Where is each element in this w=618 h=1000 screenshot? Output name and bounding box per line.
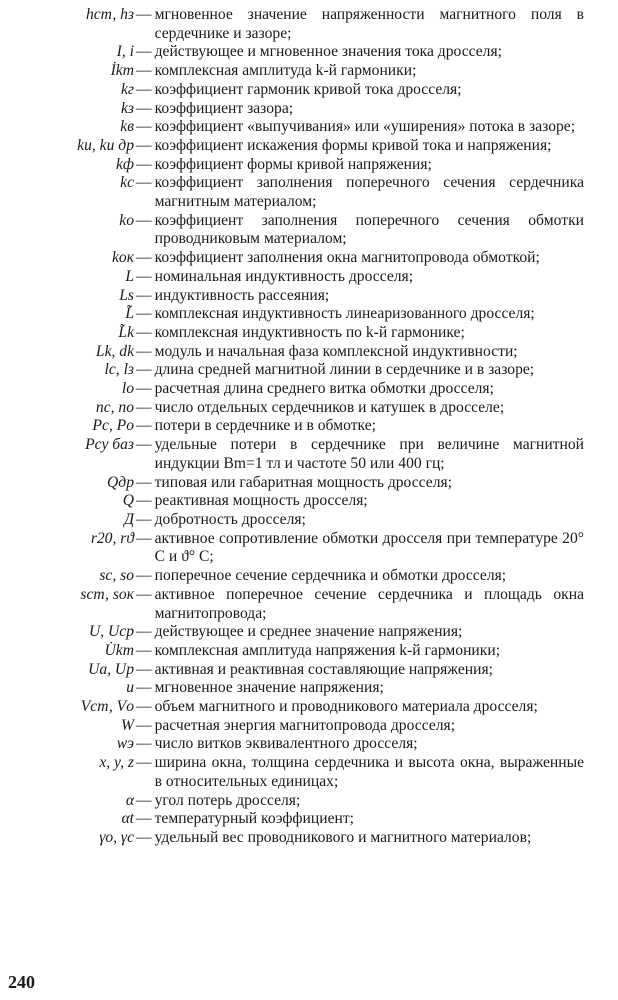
list-item: kо — коэффициент заполнения поперечного сечения обмотки проводниковым материалом; [0,212,618,249]
entry-text: номинальная индуктивность дросселя; [154,267,414,285]
entry-symbol: kв [120,118,134,136]
list-item: hст, hз — мгновенное значение напряженности магнитного поля в сердечнике и зазоре; [0,6,618,43]
entry-symbol: Q [122,492,134,510]
entry-text: ширина окна, толщина сердечника и высота окна, выраженные в относительных единицах; [154,754,584,790]
list-item: L — номинальная индуктивность дросселя; [0,268,618,287]
entry-text: длина средней магнитной линии в сердечнике и в зазоре; [154,361,535,379]
list-item: Lk, dk — модуль и начальная фаза комплексной индуктивности; [0,343,618,362]
entry-text: коэффициент искажения формы кривой тока и напряжения; [154,136,552,154]
symbol-list [0,6,618,848]
list-item: γо, γс — удельный вес проводникового и магнитного материалов; [0,829,618,848]
entry-symbol: kи, kи др [77,136,134,154]
entry-text: типовая или габаритная мощность дросселя; [154,473,452,491]
entry-symbol: Qдр [107,473,134,491]
list-item: Д — добротность дросселя; [0,511,618,530]
entry-symbol: hст, hз [85,6,134,23]
list-item: U, Uср — действующее и среднее значение напряжения; [0,623,618,642]
entry-symbol: r20, rϑ [90,529,134,547]
entry-symbol: kг [120,80,134,98]
list-item: lс, lз — длина средней магнитной линии в сердечнике и в зазоре; [0,361,618,380]
list-item: kи, kи др — коэффициент искажения формы кривой тока и напряжения; [0,137,618,156]
list-item: Pс, Pо — потери в сердечнике и в обмотке; [0,417,618,436]
entry-symbol: İkm [110,62,134,80]
entry-text: коэффициент зазора; [154,99,294,117]
list-item: I, i — действующее и мгновенное значения тока дросселя; [0,43,618,62]
entry-text: коэффициент заполнения поперечного сечения обмотки проводниковым материалом; [154,211,584,248]
entry-symbol: x, y, z [99,754,134,772]
list-item: kс — коэффициент заполнения поперечного сечения сердечника магнитным материалом; [0,174,618,211]
entry-text: комплексная индуктивность по k-й гармонике; [154,323,465,341]
entry-text: коэффициент гармоник кривой тока дросселя; [154,80,462,98]
entry-symbol: sс, sо [99,567,134,585]
entry-text: действующее и среднее значение напряжения; [154,623,463,641]
list-item: Pсу баз — удельные потери в сердечнике при величине магнитной индукции Bm=1 тл и частоте 50 или 400 гц; [0,436,618,473]
entry-symbol: L [125,267,134,285]
list-item: nс, nо — число отдельных сердечников и катушек в дросселе; [0,399,618,418]
entry-symbol: L̃ [125,305,134,323]
entry-text: коэффициент заполнения поперечного сечения сердечника магнитным материалом; [154,174,584,211]
entry-symbol: Lk, dk [95,342,134,360]
entry-text: комплексная индуктивность линеаризованного дросселя; [154,305,535,323]
entry-text: активное поперечное сечение сердечника и площадь окна магнитопровода; [154,585,584,622]
list-item: kф — коэффициент формы кривой напряжения; [0,156,618,175]
list-item: wэ — число витков эквивалентного дросселя; [0,735,618,754]
entry-text: реактивная мощность дросселя; [154,492,368,510]
page-number: 240 [8,972,35,992]
list-item: W — расчетная энергия магнитопровода дросселя; [0,717,618,736]
entry-text: мгновенное значение напряжения; [154,679,384,697]
entry-text: комплексная амплитуда k-й гармоники; [154,62,417,80]
list-item: sс, sо — поперечное сечение сердечника и обмотки дросселя; [0,567,618,586]
entry-text: потери в сердечнике и в обмотке; [154,417,376,435]
list-item: α — угол потерь дросселя; [0,792,618,811]
entry-text: число отдельных сердечников и катушек в дросселе; [154,398,505,416]
list-item: kок — коэффициент заполнения окна магнитопровода обмоткой; [0,249,618,268]
entry-text: удельные потери в сердечнике при величине магнитной индукции Bm=1 тл и частоте 50 или 400 гц; [154,436,584,472]
list-item: Vст, Vо — объем магнитного и проводникового материала дросселя; [0,698,618,717]
entry-text: объем магнитного и проводникового материала дросселя; [154,698,538,716]
list-item: Uа, Uр — активная и реактивная составляющие напряжения; [0,661,618,680]
entry-symbol: kз [120,99,134,117]
entry-symbol: αt [121,810,134,828]
entry-text: действующее и мгновенное значения тока дросселя; [154,43,502,61]
entry-symbol: Pсу баз [85,436,134,454]
entry-symbol: U̇km [104,641,134,659]
entry-text: индуктивность рассеяния; [154,286,330,304]
list-item: u — мгновенное значение напряжения; [0,679,618,698]
entry-text: угол потерь дросселя; [154,791,301,809]
list-item: kз — коэффициент зазора; [0,100,618,119]
entry-text: коэффициент формы кривой напряжения; [154,155,432,173]
list-item: x, y, z — ширина окна, толщина сердечника и высота окна, выраженные в относительных единицах; [0,754,618,791]
entry-symbol: nс, nо [95,398,134,416]
entry-symbol: Ls [119,286,134,304]
entry-symbol: Vст, Vо [80,698,134,716]
list-item: Qдр — типовая или габаритная мощность дросселя; [0,474,618,493]
entry-text: удельный вес проводникового и магнитного материалов; [154,828,532,846]
entry-text: добротность дросселя; [154,510,306,528]
entry-text: активная и реактивная составляющие напряжения; [154,660,493,678]
entry-symbol: kф [116,155,134,173]
entry-text: мгновенное значение напряженности магнитного поля в сердечнике и зазоре; [154,6,584,42]
entry-symbol: sст, sок [80,585,134,603]
entry-text: число витков эквивалентного дросселя; [154,735,418,753]
entry-symbol: kок [111,249,134,267]
entry-symbol: U, Uср [88,623,134,641]
entry-symbol: Д [124,510,134,528]
list-item: kг — коэффициент гармоник кривой тока дросселя; [0,81,618,100]
entry-symbol: L̃k [118,323,134,341]
list-item: U̇km — комплексная амплитуда напряжения k-й гармоники; [0,642,618,661]
list-item: İkm — комплексная амплитуда k-й гармоники; [0,62,618,81]
entry-text: коэффициент «выпучивания» или «уширения» потока в зазоре; [154,118,576,136]
entry-symbol: Pс, Pо [92,417,134,435]
list-item: Ls — индуктивность рассеяния; [0,287,618,306]
list-item: αt — температурный коэффициент; [0,810,618,829]
entry-symbol: α [125,791,134,809]
entry-text: коэффициент заполнения окна магнитопровода обмоткой; [154,249,540,267]
entry-symbol: W [121,716,134,734]
entry-symbol: Uа, Uр [88,660,134,678]
list-item: Q — реактивная мощность дросселя; [0,492,618,511]
entry-symbol: lс, lз [104,361,134,379]
entry-text: модуль и начальная фаза комплексной индуктивности; [154,342,518,360]
list-item: r20, rϑ — активное сопротивление обмотки дросселя при температуре 20° С и ϑ° С; [0,530,618,567]
entry-symbol: I, i [116,43,134,61]
entry-text: расчетная длина среднего витка обмотки дросселя; [154,380,494,398]
list-item: sст, sок — активное поперечное сечение сердечника и площадь окна магнитопровода; [0,586,618,623]
entry-symbol: u [126,679,134,697]
entry-symbol: kо [119,211,134,229]
list-item: lо — расчетная длина среднего витка обмотки дросселя; [0,380,618,399]
entry-text: поперечное сечение сердечника и обмотки дросселя; [154,567,507,585]
list-item: L̃k — комплексная индуктивность по k-й гармонике; [0,324,618,343]
entry-text: температурный коэффициент; [154,810,354,828]
entry-symbol: γо, γс [99,828,134,846]
entry-symbol: kс [120,174,134,192]
entry-text: комплексная амплитуда напряжения k-й гармоники; [154,641,501,659]
entry-text: активное сопротивление обмотки дросселя при температуре 20° С и ϑ° С; [154,529,584,566]
entry-symbol: wэ [116,735,134,753]
entry-text: расчетная энергия магнитопровода дросселя; [154,716,456,734]
entry-symbol: lо [121,380,134,398]
list-item: L̃ — комплексная индуктивность линеаризованного дросселя; [0,305,618,324]
list-item: kв — коэффициент «выпучивания» или «уширения» потока в зазоре; [0,118,618,137]
